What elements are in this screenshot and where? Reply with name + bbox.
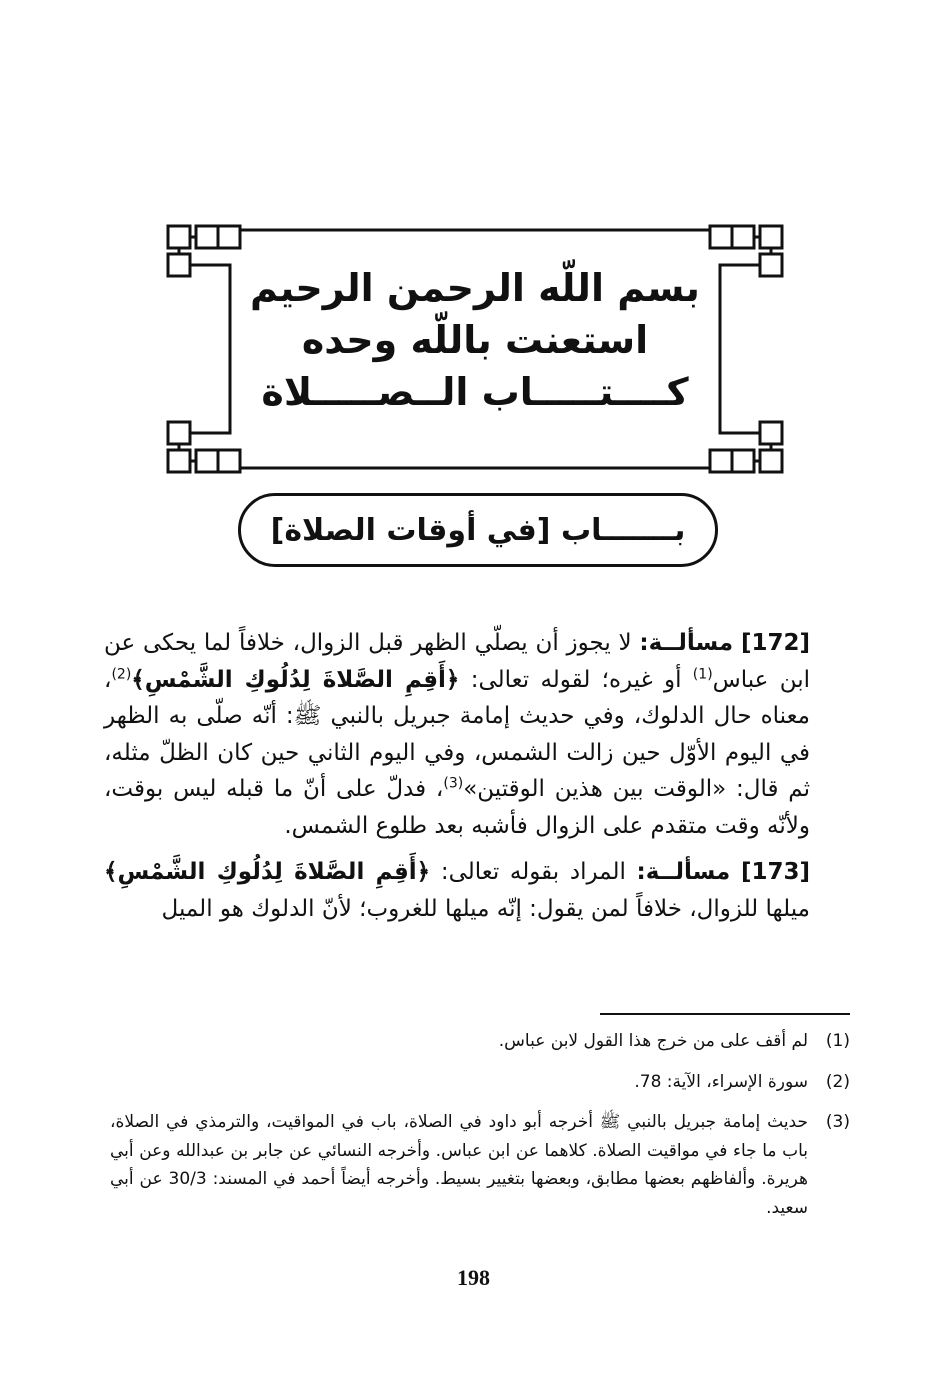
footnote-item [110,1108,850,1222]
issue-text: أو غيره؛ لقوله تعالى: [459,666,693,693]
footnote-item [110,1027,850,1056]
issue-number: [173] [740,859,811,885]
footnote-separator [600,1013,850,1015]
page-number: 198 [457,1265,490,1290]
issue-number: [172] [740,630,810,656]
footnote-ref: (2) [111,665,132,682]
footnote-ref: (3) [443,775,464,792]
issue-text: ، فدلّ على أنّ ما قبله ليس بوقت، ولأنّه وقت متقدم على الزوال فأشبه بعد طلوع الشمس. [104,776,810,839]
footnote-text: حديث إمامة جبريل بالنبي ﷺ أخرجه أبو داود في الصلاة، باب في المواقيت، والترمذي في الصلاة، باب ما جاء في مواقيت الصلاة. كلاهما عن ابن عباس. وأخرجه النسائي عن جابر بن عبدالله وعن أبي هريرة. وألفاظهم بعضها مطابق، وبعضها بتغيير بسيط. وأخرجه أيضاً أحمد في المسند: 30/3 عن أبي سعيد. [110,1112,808,1218]
quran-quote: ﴿أَقِمِ الصَّلاةَ لِدُلُوكِ الشَّمْسِ﴾ [131,666,460,693]
footnote-text: لم أقف على من خرج هذا القول لابن عباس. [498,1031,808,1051]
book-title: كــــتـــــاب الــصـــــلاة [261,370,689,414]
quran-quote: ﴿أَقِمِ الصَّلاةَ لِدُلُوكِ الشَّمْسِ﴾ [104,859,431,885]
issue-text: ميلها للزوال، خلافاً لمن يقول: إنّه ميلها للغروب؛ لأنّ الدلوك هو الميل [161,895,810,922]
footnote-item [110,1068,850,1097]
footnote-number: (2) [825,1071,850,1092]
invocation-line: استعنت باللّه وحده [301,318,649,362]
issue-label: مسألــة: [636,859,731,885]
corner-knot-bottom-left [168,422,240,472]
issue-172 [104,625,810,844]
footnote-number: (3) [825,1112,850,1132]
issue-text: المراد بقوله تعالى: [430,859,637,885]
corner-knot-top-right [710,226,782,278]
basmala: بسم اللّه الرحمن الرحيم [250,266,700,310]
issue-text: ، معناه حال الدلوك، وفي حديث إمامة جبريل بالنبي ﷺ: أنّه صلّى به الظهر في اليوم الأوّل حين زالت الشمس، وفي اليوم الثاني حين كان الظلّ مثله، ثم قال: «الوقت بين هذين الوقتين» [104,666,810,802]
footnote-ref: (1) [692,665,713,682]
main-text [104,625,810,927]
title-block [232,262,718,432]
chapter-title: بـــــــاب [في أوقات الصلاة] [270,512,686,548]
footnote-text: سورة الإسراء، الآية: 78. [634,1071,808,1092]
corner-knot-top-left [168,226,240,278]
chapter-banner [238,493,718,567]
issue-text: لا يجوز أن يصلّي الظهر قبل الزوال، خلافاً لما يحكى عن ابن عباس [104,630,811,693]
issue-label: مسألــة: [639,630,734,656]
corner-knot-bottom-right [710,422,782,472]
footnote-number: (1) [825,1031,850,1051]
issue-173 [104,854,810,927]
footnotes [110,1027,850,1234]
